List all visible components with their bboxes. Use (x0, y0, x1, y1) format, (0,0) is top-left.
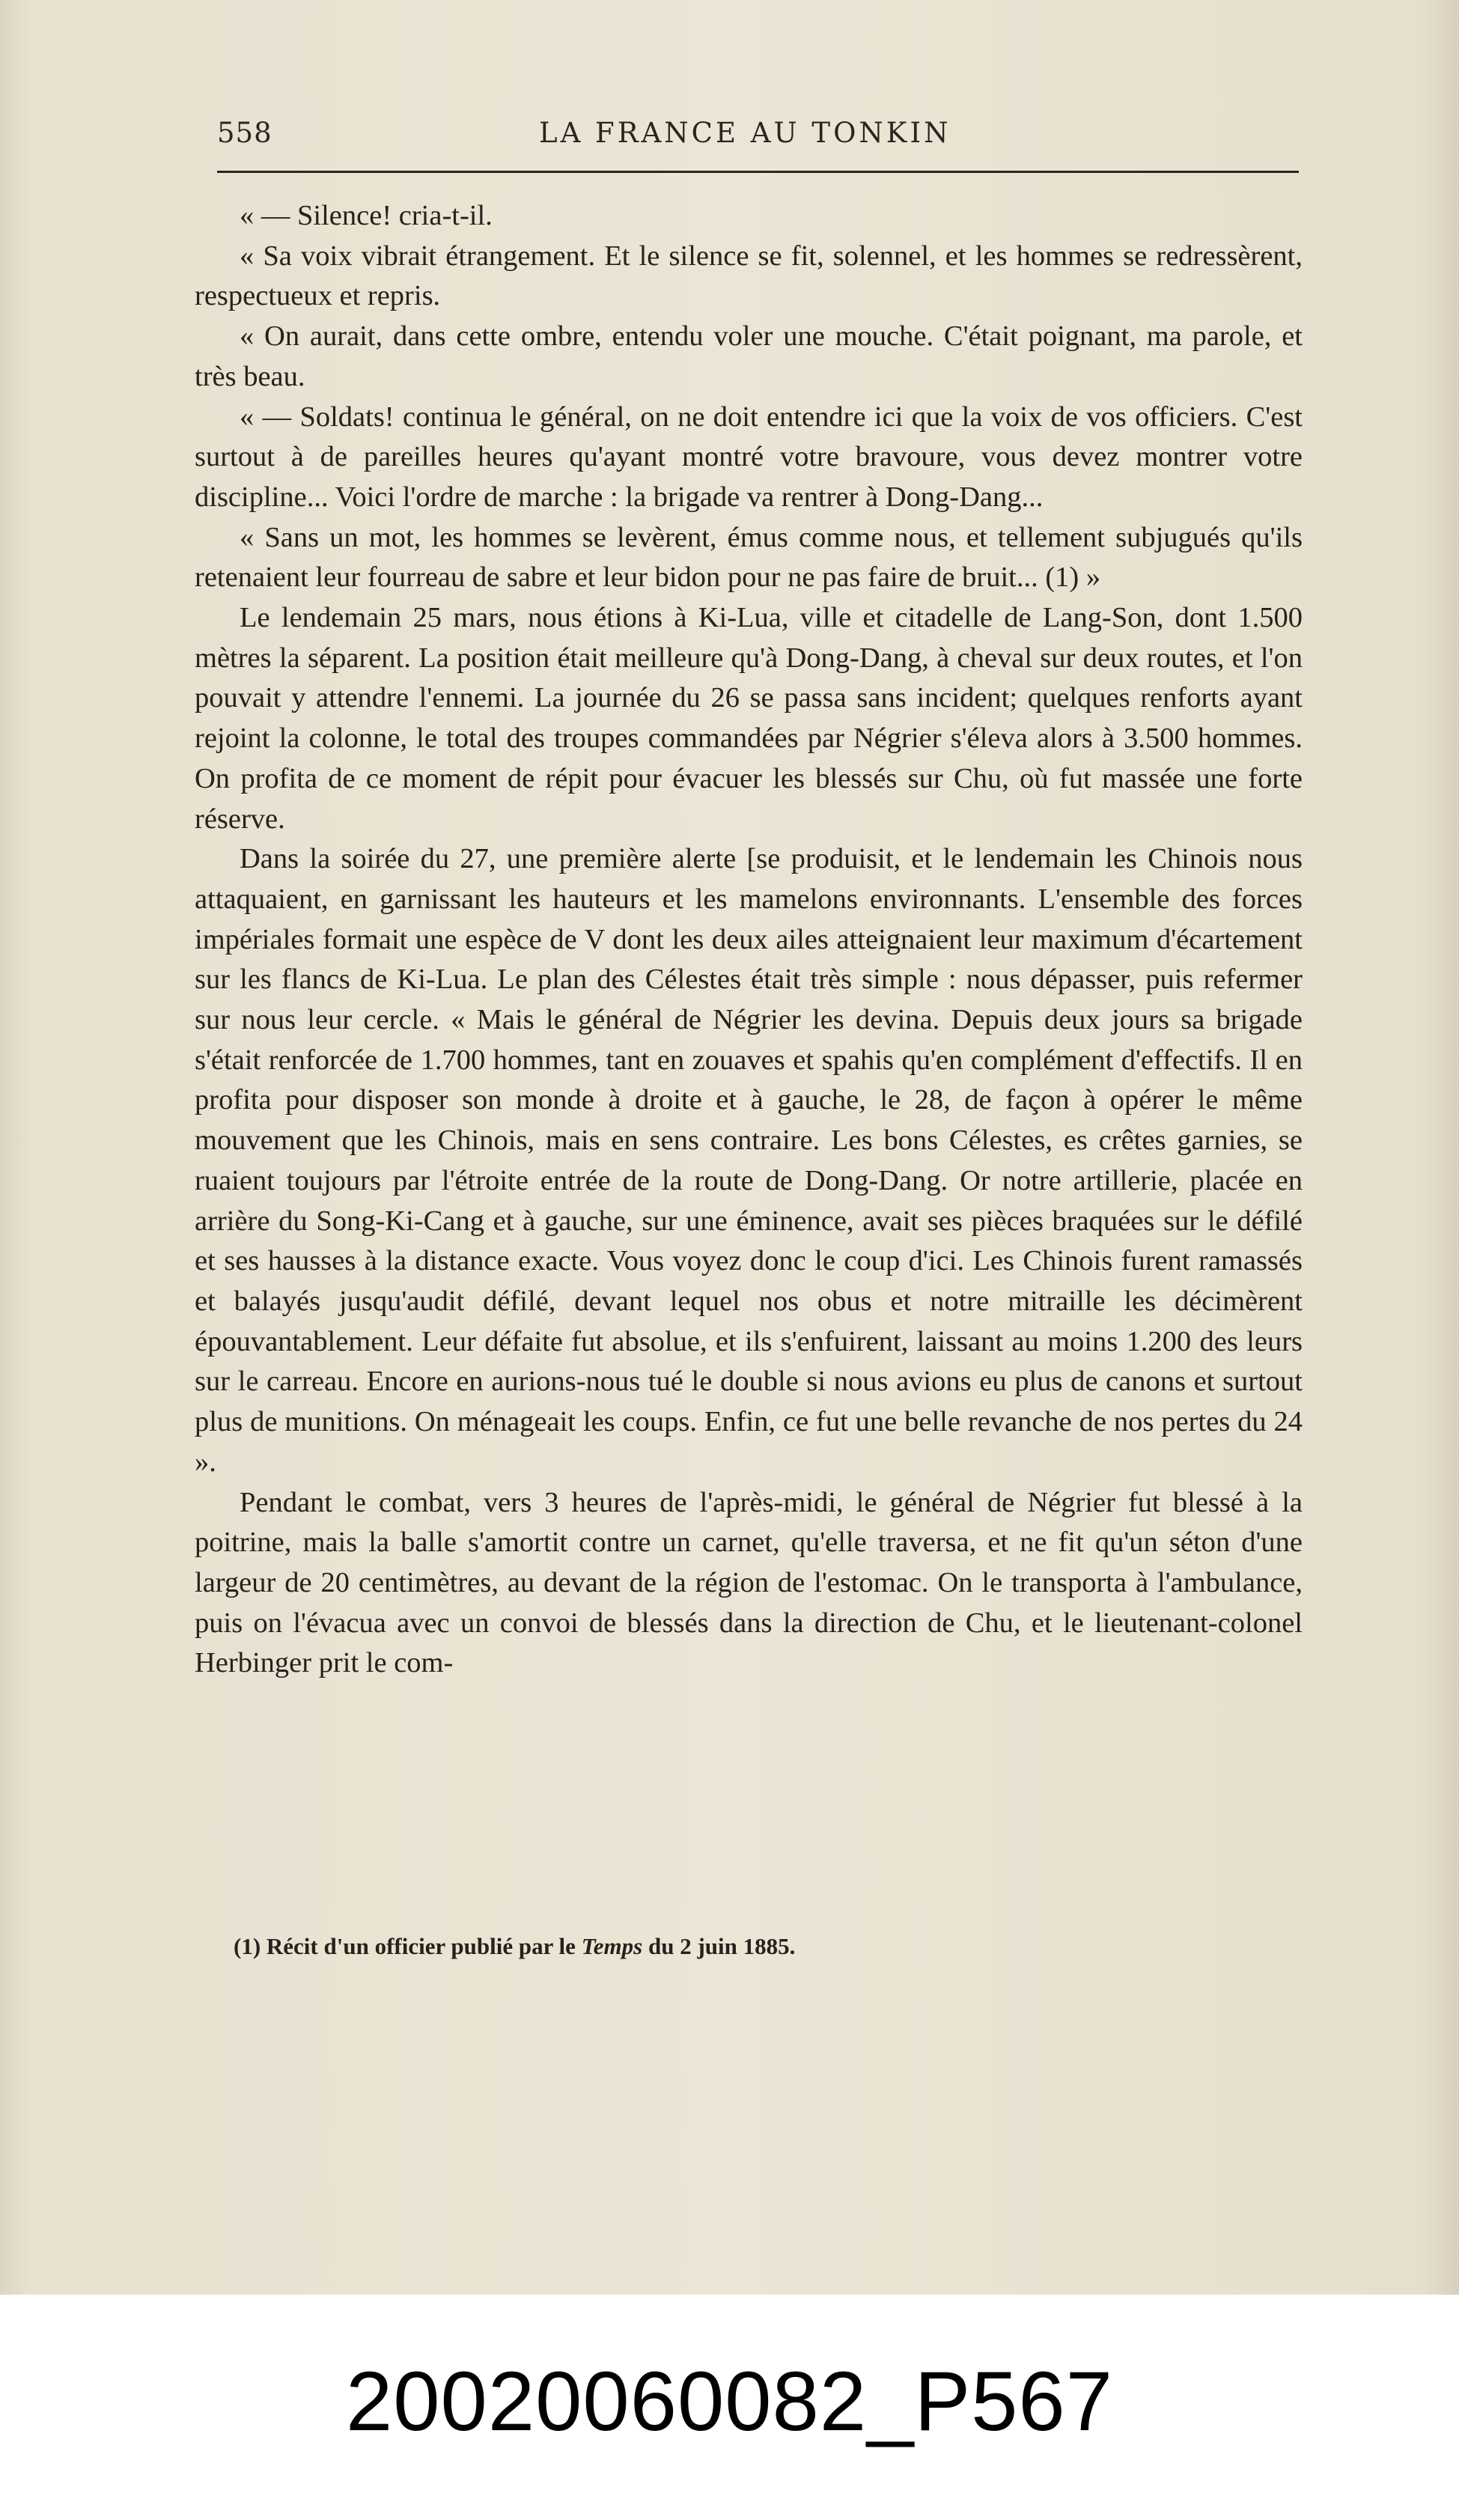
footnote-italic: Temps (581, 1933, 643, 1959)
paragraph: « Sa voix vibrait étrangement. Et le silence se fit, solennel, et les hommes se redressèrent, respectueux et repris. (195, 240, 1303, 312)
paragraph: « On aurait, dans cette ombre, entendu voler une mouche. C'était poignant, ma parole, et très beau. (195, 320, 1303, 392)
paragraph: « Sans un mot, les hommes se levèrent, émus comme nous, et tellement subjugués qu'ils retenaient leur fourreau de sabre et leur bidon pour ne pas faire de bruit... (1) » (195, 521, 1303, 594)
image-id-caption: 20020060082_P567 (345, 2355, 1114, 2448)
caption-bar (0, 2295, 1459, 2520)
paragraph: « — Soldats! continua le général, on ne doit entendre ici que la voix de vos officiers. C'est surtout à de pareilles heures qu'ayant montré votre bravoure, vous devez montrer votre discipline... Voici l'ordre de marche : la brigade va rentrer à Dong-Dang... (195, 401, 1303, 513)
paragraph: Dans la soirée du 27, une première alerte [se produisit, et le lendemain les Chinois nous attaquaient, en garnissant les hauteurs et les mamelons environnants. L'ensemble des forces impériales formait une espèce de V dont les deux ailes atteignaient leur maximum d'écartement sur les flancs de Ki-Lua. Le plan des Célestes était très simple : nous dépasser, puis refermer sur nous leur cercle. « Mais le général de Négrier les devina. Depuis deux jours sa brigade s'était renforcée de 1.700 hommes, tant en zouaves et spahis qu'en complément d'effectifs. Il en profita pour disposer son monde à droite et à gauche, le 28, de façon à opérer le même mouvement que les Chinois, mais en sens contraire. Les bons Célestes, es crêtes garnies, se ruaient toujours par l'étroite entrée de la route de Dong-Dang. Or notre artillerie, placée en arrière du Song-Ki-Cang et à gauche, sur une éminence, avait ses pièces braquées sur le défilé et ses hausses à la distance exacte. Vous voyez donc le coup d'ici. Les Chinois furent ramassés et balayés jusqu'audit défilé, devant lequel nos obus et notre mitraille les décimèrent épouvantablement. Leur défaite fut absolue, et ils s'enfuirent, laissant au moins 1.200 des leurs sur le carreau. Encore en aurions-nous tué le double si nous avions eu plus de canons et surtout plus de munitions. On ménageait les coups. Enfin, ce fut une belle revanche de nos pertes du 24 ». (195, 843, 1303, 1478)
running-title: LA FRANCE AU TONKIN (539, 117, 951, 149)
body-text (195, 196, 1303, 1684)
page-header (217, 111, 1299, 163)
page-number: 558 (217, 117, 272, 149)
footnote-text: (1) Récit d'un officier publié par le (234, 1933, 582, 1959)
header-rule (217, 171, 1299, 173)
footnote (234, 1933, 1282, 1960)
paragraph: Pendant le combat, vers 3 heures de l'après-midi, le général de Négrier fut blessé à la poitrine, mais la balle s'amortit contre un carnet, qu'elle traversa, et ne fit qu'un séton d'une largeur de 20 centimètres, au devant de la région de l'estomac. On le transporta à l'ambulance, puis on l'évacua avec un convoi de blessés dans la direction de Chu, et le lieutenant-colonel Herbinger prit le com- (195, 1486, 1303, 1679)
footnote-text-end: du 2 juin 1885. (642, 1933, 796, 1959)
paragraph: « — Silence! cria-t-il. (240, 200, 493, 231)
paragraph: Le lendemain 25 mars, nous étions à Ki-Lua, ville et citadelle de Lang-Son, dont 1.500 mètres la séparent. La position était meilleure qu'à Dong-Dang, à cheval sur deux routes, et l'on pouvait y attendre l'ennemi. La journée du 26 se passa sans incident; quelques renforts ayant rejoint la colonne, le total des troupes commandées par Négrier s'éleva alors à 3.500 hommes. On profita de ce moment de répit pour évacuer les blessés sur Chu, où fut massée une forte réserve. (195, 602, 1303, 835)
